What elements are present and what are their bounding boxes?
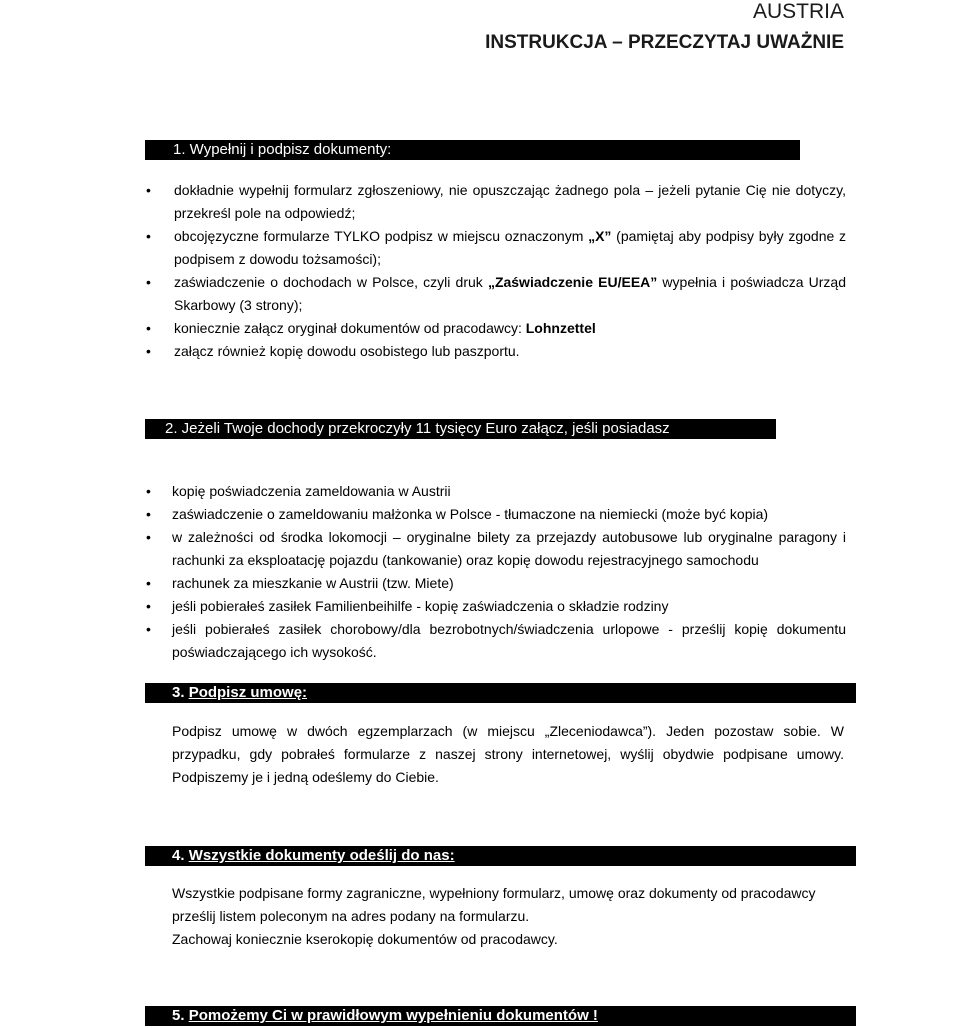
list-item	[146, 618, 846, 664]
list-item	[146, 317, 846, 340]
list-item-text: (pamiętaj aby podpisy były zgodne z podpisem z dowodu tożsamości);	[174, 228, 847, 267]
list-item	[146, 271, 846, 317]
section-1-heading: 1. Wypełnij i podpisz dokumenty:	[145, 140, 800, 160]
list-item-bold: Lohnzettel	[525, 320, 596, 336]
bullet-icon: •	[146, 343, 151, 359]
bullet-icon: •	[146, 182, 151, 198]
section-5-title: Pomożemy Ci w prawidłowym wypełnieniu dokumentów !	[188, 1007, 598, 1024]
section-1-list	[146, 179, 846, 363]
section-4-line: Wszystkie podpisane formy zagraniczne, wypełniony formularz, umowę oraz dokumenty od pracodawcy prześlij listem poleconym na adres podany na formularzu.	[172, 885, 816, 924]
list-item-text: dokładnie wypełnij formularz zgłoszeniowy, nie opuszczając żadnego pola – jeżeli pytanie Cię nie dotyczy, przekreśl pole na odpowiedź;	[174, 182, 846, 221]
bullet-icon: •	[146, 274, 151, 290]
list-item-text: załącz również kopię dowodu osobistego lub paszportu.	[174, 343, 520, 359]
bullet-icon: •	[146, 621, 151, 637]
list-item	[146, 340, 846, 363]
section-2-heading: 2. Jeżeli Twoje dochody przekroczyły 11 tysięcy Euro załącz, jeśli posiadasz	[145, 419, 776, 439]
list-item-bold: „X”	[588, 228, 612, 244]
list-item-text: obcojęzyczne formularze TYLKO podpisz w miejscu oznaczonym	[174, 228, 589, 244]
section-4-title: Wszystkie dokumenty odeślij do nas:	[188, 847, 455, 864]
bullet-icon: •	[146, 506, 151, 522]
section-3-number: 3.	[172, 684, 189, 701]
list-item-text: rachunek za mieszkanie w Austrii (tzw. Miete)	[172, 575, 454, 591]
list-item	[146, 480, 846, 503]
page-subtitle: INSTRUKCJA – PRZECZYTAJ UWAŻNIE	[485, 32, 844, 53]
section-4-number: 4.	[172, 847, 189, 864]
list-item-text: zaświadczenie o zameldowaniu małżonka w Polsce - tłumaczone na niemiecki (może być kopia)	[172, 506, 769, 522]
list-item	[146, 595, 846, 618]
section-3-title: Podpisz umowę:	[188, 684, 308, 701]
list-item	[146, 503, 846, 526]
section-5-heading	[145, 1006, 856, 1026]
section-4-line: Zachowaj koniecznie kserokopię dokumentów od pracodawcy.	[172, 931, 558, 947]
bullet-icon: •	[146, 575, 151, 591]
section-3-heading	[145, 683, 856, 703]
section-2-list	[146, 480, 846, 664]
list-item-text: jeśli pobierałeś zasiłek Familienbeihilfe - kopię zaświadczenia o składzie rodziny	[172, 598, 669, 614]
bullet-icon: •	[146, 529, 151, 545]
list-item-bold: „Zaświadczenie EU/EEA”	[487, 274, 658, 290]
list-item-text: wypełnia i poświadcza Urząd Skarbowy (3 strony);	[174, 274, 846, 313]
list-item-text: w zależności od środka lokomocji – oryginalne bilety za przejazdy autobusowe lub oryginalne paragony i rachunki za eksploatację pojazdu (tankowanie) oraz kopię dowodu rejestracyjnego samochodu	[172, 529, 846, 568]
list-item	[146, 572, 846, 595]
section-4-body	[172, 882, 844, 951]
list-item-text: jeśli pobierałeś zasiłek chorobowy/dla bezrobotnych/świadczenia urlopowe - prześlij kopię dokumentu poświadczającego ich wysokość.	[172, 621, 846, 660]
bullet-icon: •	[146, 228, 151, 244]
bullet-icon: •	[146, 320, 151, 336]
bullet-icon: •	[146, 598, 151, 614]
list-item-text: kopię poświadczenia zameldowania w Austrii	[172, 483, 451, 499]
list-item	[146, 526, 846, 572]
page-title-country: AUSTRIA	[752, 0, 844, 23]
list-item-text: zaświadczenie o dochodach w Polsce, czyli druk	[174, 274, 488, 290]
list-item	[146, 179, 846, 225]
list-item-text: koniecznie załącz oryginał dokumentów od pracodawcy:	[174, 320, 526, 336]
bullet-icon: •	[146, 483, 151, 499]
section-4-heading	[145, 846, 856, 866]
list-item	[146, 225, 846, 271]
section-3-body: Podpisz umowę w dwóch egzemplarzach (w miejscu „Zleceniodawca”). Jeden pozostaw sobie. W przypadku, gdy pobrałeś formularze z naszej strony internetowej, wyślij obydwie podpisane umowy. Podpiszemy je i jedną odeślemy do Ciebie.	[172, 723, 844, 785]
section-5-number: 5.	[172, 1007, 189, 1024]
